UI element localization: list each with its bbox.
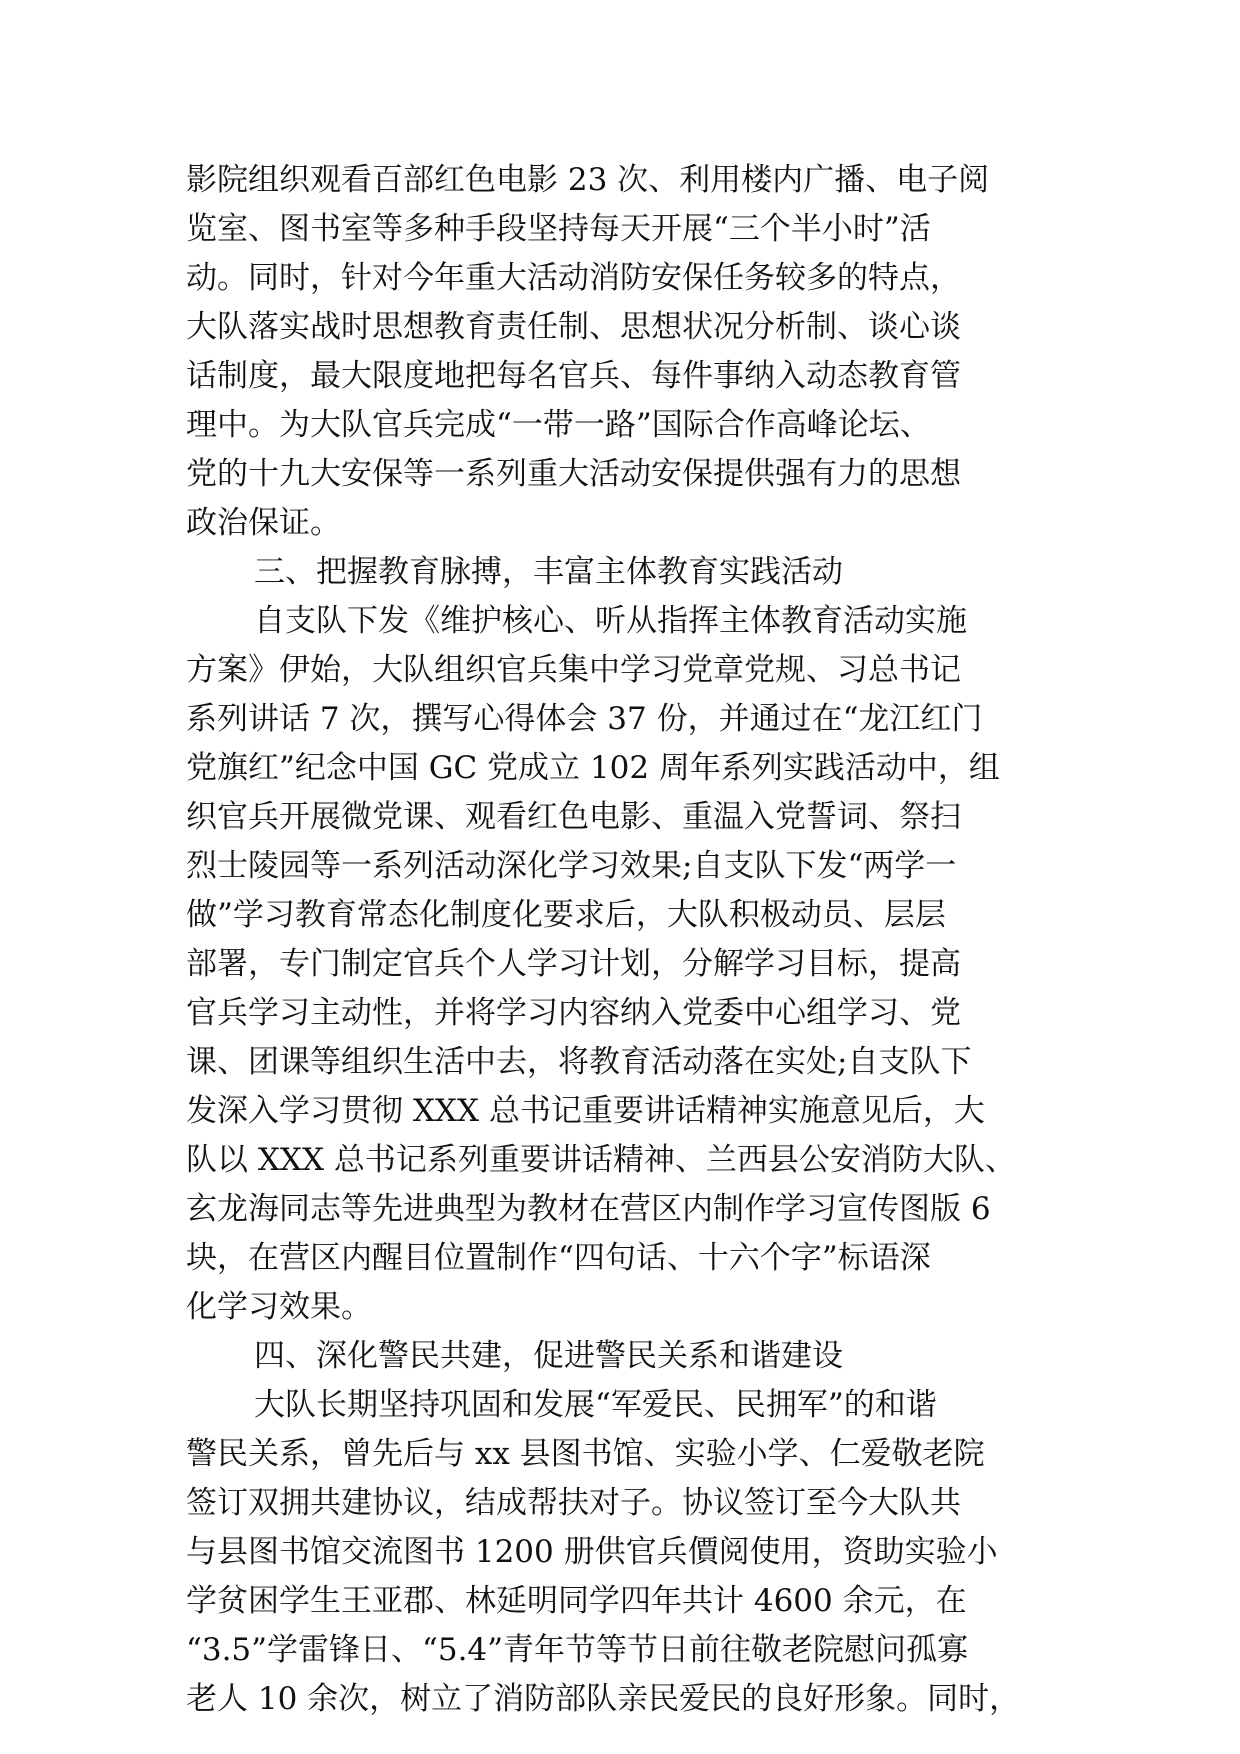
text-line: 课、团课等组织生活中去，将教育活动落在实处;自支队下 [186,1044,972,1080]
text-line: “3.5”学雷锋日、“5.4”青年节等节日前往敬老院慰问孤寡 [186,1632,968,1668]
text-line: 览室、图书室等多种手段坚持每天开展“三个半小时”活 [186,211,931,247]
text-line: 与县图书馆交流图书 1200 册供官兵價阅使用，资助实验小 [186,1534,998,1570]
text-line: 自支队下发《维护核心、听从指挥主体教育活动实施 [254,603,967,639]
text-line: 玄龙海同志等先进典型为教材在营区内制作学习宣传图版 6 [186,1191,991,1227]
text-line: 化学习效果。 [186,1289,372,1325]
text-line: 政治保证。 [186,505,341,541]
text-line: 动。同时，针对今年重大活动消防安保任务较多的特点， [186,260,961,296]
text-line: 党旗红”纪念中国 GC 党成立 102 周年系列实践活动中，组 [186,750,1000,786]
text-line: 官兵学习主动性，并将学习内容纳入党委中心组学习、党 [186,995,961,1031]
text-line: 队以 XXX 总书记系列重要讲话精神、兰西县公安消防大队、 [186,1142,1016,1178]
text-line: 块，在营区内醒目位置制作“四句话、十六个字”标语深 [186,1240,931,1276]
text-line: 学贫困学生王亚郡、林延明同学四年共计 4600 余元，在 [186,1583,967,1619]
text-line: 发深入学习贯彻 XXX 总书记重要讲话精神实施意见后，大 [186,1093,985,1129]
text-line: 烈士陵园等一系列活动深化学习效果;自支队下发“两学一 [186,848,957,884]
text-line: 党的十九大安保等一系列重大活动安保提供强有力的思想 [186,456,961,492]
text-line: 老人 10 余次，树立了消防部队亲民爱民的良好形象。同时， [186,1681,1021,1717]
text-line: 大队长期坚持巩固和发展“军爱民、民拥军”的和谐 [254,1387,937,1423]
text-line: 部署，专门制定官兵个人学习计划，分解学习目标，提高 [186,946,961,982]
text-line: 系列讲话 7 次，撰写心得体会 37 份，并通过在“龙江红门 [186,701,983,737]
text-line: 影院组织观看百部红色电影 23 次、利用楼内广播、电子阅 [186,162,990,198]
section-heading-4: 四、深化警民共建，促进警民关系和谐建设 [254,1338,843,1374]
section-heading-3: 三、把握教育脉搏，丰富主体教育实践活动 [254,554,843,590]
text-line: 织官兵开展微党课、观看红色电影、重温入党誓词、祭扫 [186,799,961,835]
text-line: 理中。为大队官兵完成“一带一路”国际合作高峰论坛、 [186,407,931,443]
text-line: 做”学习教育常态化制度化要求后，大队积极动员、层层 [186,897,946,933]
text-line: 警民关系，曾先后与 xx 县图书馆、实验小学、仁爱敬老院 [186,1436,985,1472]
text-line: 签订双拥共建协议，结成帮扶对子。协议签订至今大队共 [186,1485,961,1521]
text-line: 大队落实战时思想教育责任制、思想状况分析制、谈心谈 [186,309,961,345]
body-text [186,156,1066,1724]
text-line: 话制度，最大限度地把每名官兵、每件事纳入动态教育管 [186,358,961,394]
text-line: 方案》伊始，大队组织官兵集中学习党章党规、习总书记 [186,652,961,688]
